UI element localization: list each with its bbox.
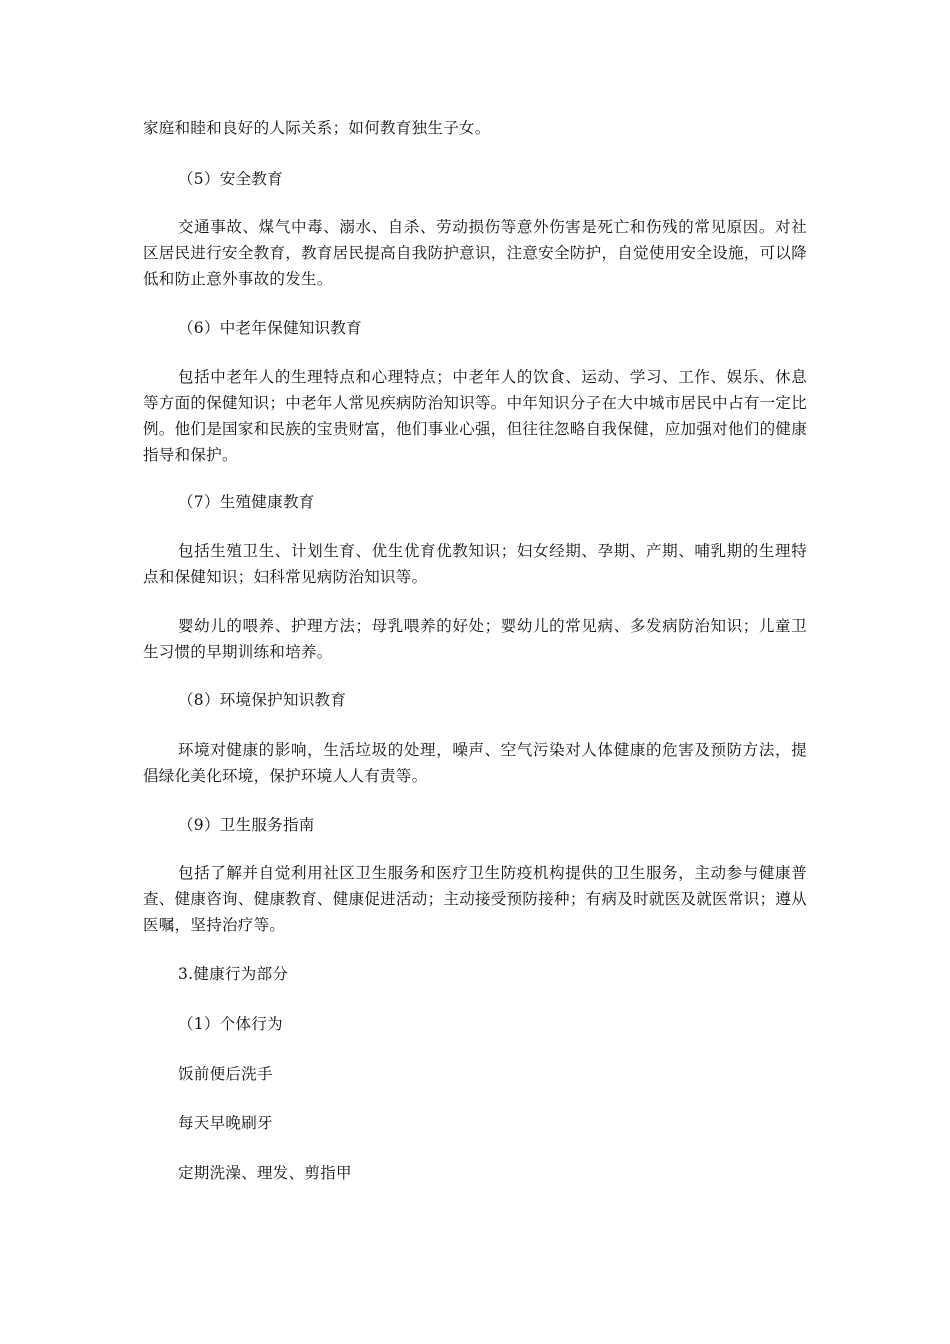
section-9-paragraph: 包括了解并自觉利用社区卫生服务和医疗卫生防疫机构提供的卫生服务，主动参与健康普查、健康咨询、健康教育、健康促进活动；主动接受预防接种；有病及时就医及就医常识；遵从医嘱，坚持治疗等。 xyxy=(143,864,807,934)
section-7-paragraph-1: 包括生殖卫生、计划生育、优生优育优教知识；妇女经期、孕期、产期、哺乳期的生理特点和保健知识；妇科常见病防治知识等。 xyxy=(143,542,807,586)
section-6-paragraph: 包括中老年人的生理特点和心理特点；中老年人的饮食、运动、学习、工作、娱乐、休息等方面的保健知识；中老年人常见疾病防治知识等。中年知识分子在大中城市居民中占有一定比例。他们是国家和民族的宝贵财富，他们事业心强，但往往忽略自我保健，应加强对他们的健康指导和保护。 xyxy=(143,368,807,464)
section-heading-6: （6）中老年保健知识教育 xyxy=(178,319,362,337)
section-heading-7: （7）生殖健康教育 xyxy=(178,493,315,511)
part-3-heading: 3.健康行为部分 xyxy=(178,965,289,983)
part-3-subheading: （1）个体行为 xyxy=(178,1015,283,1033)
section-8-paragraph: 环境对健康的影响，生活垃圾的处理，噪声、空气污染对人体健康的危害及预防方法，提倡绿化美化环境，保护环境人人有责等。 xyxy=(143,741,807,785)
section-7-paragraph-2: 婴幼儿的喂养、护理方法；母乳喂养的好处；婴幼儿的常见病、多发病防治知识；儿童卫生习惯的早期训练和培养。 xyxy=(143,617,807,661)
behavior-item: 定期洗澡、理发、剪指甲 xyxy=(178,1164,352,1182)
behavior-item: 饭前便后洗手 xyxy=(178,1065,273,1083)
section-heading-9: （9）卫生服务指南 xyxy=(178,816,315,834)
section-heading-5: （5）安全教育 xyxy=(178,170,283,188)
section-5-paragraph: 交通事故、煤气中毒、溺水、自杀、劳动损伤等意外伤害是死亡和伤残的常见原因。对社区居民进行安全教育，教育居民提高自我防护意识，注意安全防护，自觉使用安全设施，可以降低和防止意外事故的发生。 xyxy=(143,218,807,288)
section-heading-8: （8）环境保护知识教育 xyxy=(178,691,347,709)
continuation-text: 家庭和睦和良好的人际关系；如何教育独生子女。 xyxy=(143,119,491,137)
behavior-item: 每天早晚刷牙 xyxy=(178,1114,273,1132)
